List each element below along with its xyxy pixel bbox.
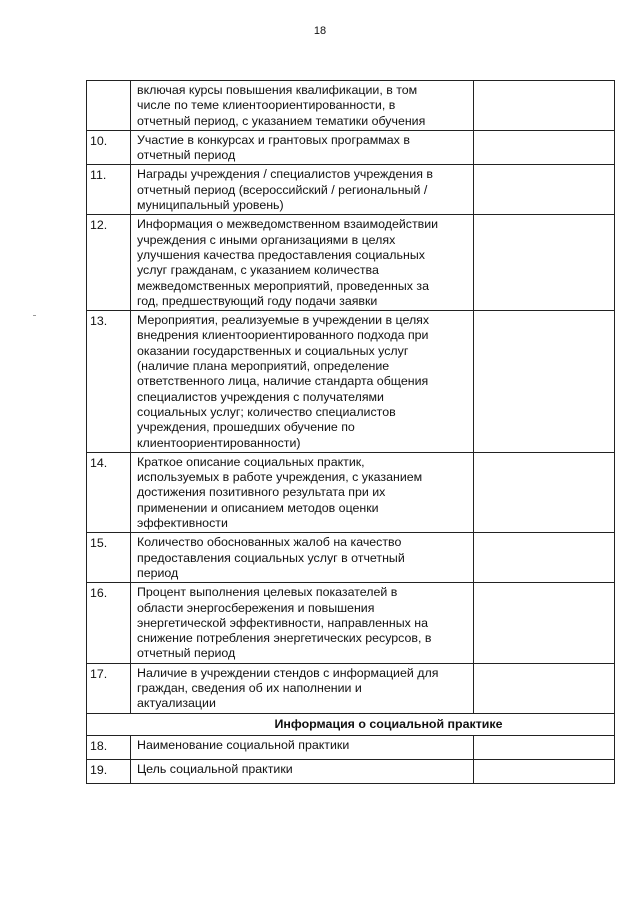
description-line: Награды учреждения / специалистов учреждения в [137,167,433,182]
description-line: Наличие в учреждении стендов с информацией для [137,665,439,680]
row-description [131,583,474,663]
row-description [131,130,474,165]
row-value-cell[interactable] [474,81,615,131]
description-line: граждан, сведения об их наполнении и [137,680,362,695]
description-line: оказании государственных и социальных услуг [137,343,409,358]
description-line: отчетный период [137,646,236,661]
description-line: год, предшествующий году подачи заявки [137,293,378,308]
table-row [87,760,615,784]
description-line: Процент выполнения целевых показателей в [137,585,398,600]
form-table [86,80,615,784]
row-number: 14. [87,452,131,532]
page-number: 18 [313,25,327,37]
row-value-cell[interactable] [474,583,615,663]
description-line: ответственного лица, наличие стандарта общения [137,374,429,389]
description-line: клиентоориентированности) [137,435,301,450]
description-line: внедрения клиентоориентированного подхода при [137,328,429,343]
row-description [131,663,474,713]
description-line: услуг гражданам, с указанием количества [137,263,379,278]
description-line: (наличие плана мероприятий, определение [137,359,390,374]
table-row [87,215,615,311]
table-row [87,663,615,713]
row-number: 17. [87,663,131,713]
description-line: отчетный период [137,148,236,163]
row-value-cell[interactable] [474,760,615,784]
description-line: предоставления социальных услуг в отчетный [137,550,405,565]
description-line: Мероприятия, реализуемые в учреждении в целях [137,313,430,328]
row-description [131,735,474,759]
row-description [131,533,474,583]
row-number: 15. [87,533,131,583]
table-row [87,583,615,663]
description-line: социальных услуг; количество специалистов [137,404,396,419]
description-line: Цель социальной практики [137,762,293,777]
row-description [131,215,474,311]
row-description [131,452,474,532]
row-description [131,165,474,215]
row-number: 10. [87,130,131,165]
row-value-cell[interactable] [474,735,615,759]
row-description [131,760,474,784]
description-line: числе по теме клиентоориентированности, в [137,98,396,113]
section-row [87,713,615,735]
row-value-cell[interactable] [474,311,615,453]
description-line: достижения позитивного результата при их [137,485,386,500]
description-line: снижение потребления энергетических ресурсов, в [137,631,432,646]
row-number: 16. [87,583,131,663]
table-row [87,452,615,532]
table-body [87,81,615,784]
row-value-cell[interactable] [474,165,615,215]
description-line: период [137,565,179,580]
row-value-cell[interactable] [474,452,615,532]
description-line: области энергосбережения и повышения [137,600,375,615]
row-number: 11. [87,165,131,215]
row-number: 18. [87,735,131,759]
description-line: энергетической эффективности, направленных на [137,615,428,630]
table-row [87,81,615,131]
description-line: отчетный период (всероссийский / региональный / [137,182,428,197]
row-number: 13. [87,311,131,453]
description-line: учреждения, прошедших обучение по [137,420,355,435]
description-line: Краткое описание социальных практик, [137,454,365,469]
description-line: эффективности [137,516,228,531]
description-line: Информация о межведомственном взаимодействии [137,217,439,232]
table-row [87,130,615,165]
description-line: специалистов учреждения с получателями [137,389,384,404]
description-line: актуализации [137,696,216,711]
description-line: применении и описанием методов оценки [137,500,379,515]
description-line: включая курсы повышения квалификации, в том [137,83,418,97]
description-line: муниципальный уровень) [137,198,284,213]
row-description [131,81,474,131]
description-line: межведомственных мероприятий, проведенных за [137,278,429,293]
section-heading: Информация о социальной практике [87,713,615,735]
table-row [87,735,615,759]
description-line: улучшения качества предоставления социальных [137,247,425,262]
description-line: Количество обоснованных жалоб на качество [137,535,402,550]
description-line: используемых в работе учреждения, с указанием [137,470,423,485]
description-line: Участие в конкурсах и грантовых программах в [137,132,410,147]
table-row [87,311,615,453]
row-value-cell[interactable] [474,130,615,165]
row-number: 19. [87,760,131,784]
row-value-cell[interactable] [474,533,615,583]
scan-mark [33,315,36,316]
row-number [87,81,131,131]
row-number: 12. [87,215,131,311]
row-value-cell[interactable] [474,663,615,713]
row-description [131,311,474,453]
table-row [87,533,615,583]
description-line: Наименование социальной практики [137,737,350,752]
table-row [87,165,615,215]
description-line: учреждения с иными организациями в целях [137,232,396,247]
description-line: отчетный период, с указанием тематики обучения [137,113,426,128]
row-value-cell[interactable] [474,215,615,311]
